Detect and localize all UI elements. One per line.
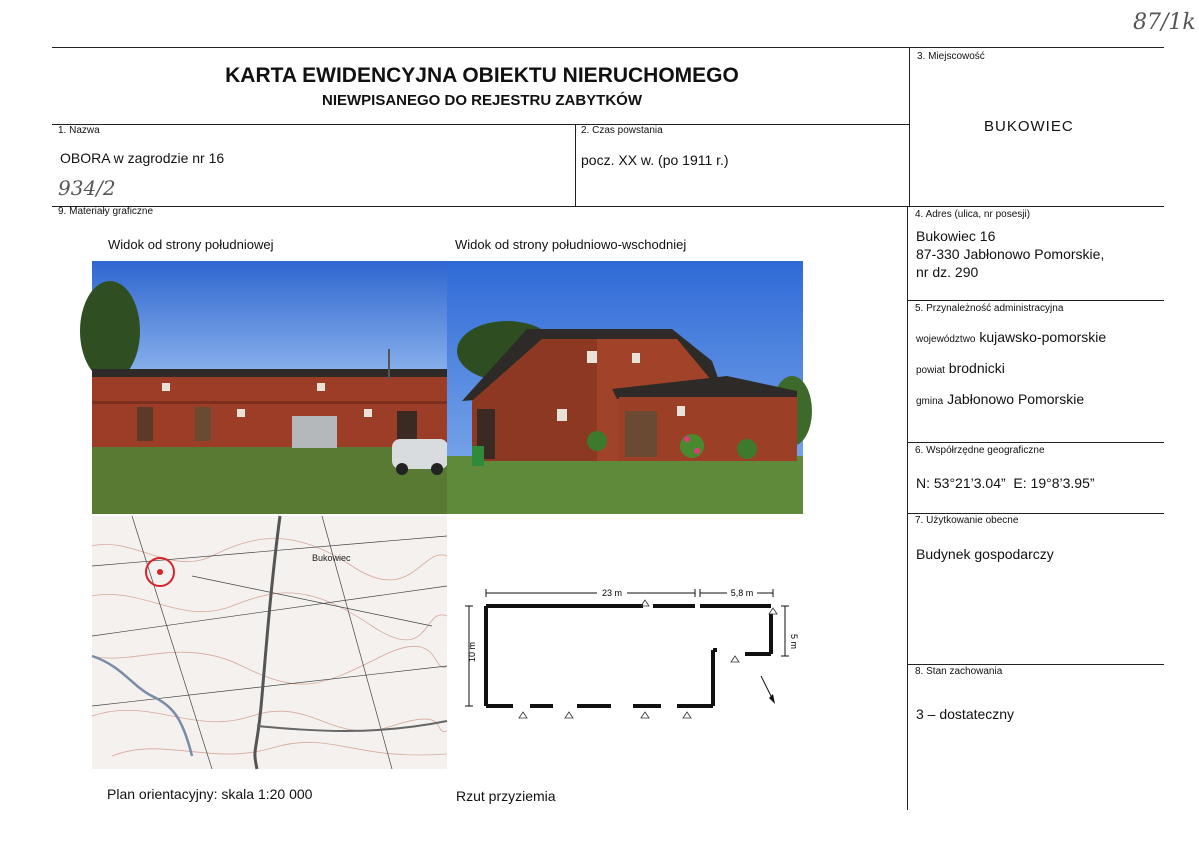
barn-south-illustration — [92, 261, 447, 514]
powiat-prefix: powiat — [916, 365, 945, 376]
wspolrzedne-value: N: 53°21’3.04” E: 19°8’3.95” — [916, 475, 1095, 491]
powiat-row — [916, 360, 1005, 376]
plan-dim-length: 23 m — [601, 588, 623, 598]
adres-label: 4. Adres (ulica, nr posesji) — [915, 209, 1031, 220]
wspolrzedne-label: 6. Współrzędne geograficzne — [915, 445, 1045, 456]
czas-value: pocz. XX w. (po 1911 r.) — [581, 152, 729, 168]
orientation-map — [92, 516, 447, 769]
adres-line1: Bukowiec 16 — [916, 228, 996, 244]
plan-dim-width: 10 m — [467, 641, 477, 662]
frame-right-divider-lower — [907, 207, 908, 810]
miejscowosc-label: 3. Miejscowość — [917, 51, 985, 62]
plan-dim-wing: 5,8 m — [730, 588, 754, 598]
powiat-value: brodnicki — [948, 360, 1005, 376]
map-place-label: Bukowiec — [312, 553, 351, 563]
uzytkowanie-value: Budynek gospodarczy — [916, 546, 1054, 562]
stan-value: 3 – dostateczny — [916, 706, 1015, 722]
gmina-prefix: gmina — [916, 396, 944, 407]
floor-plan — [455, 578, 799, 718]
divider-8 — [908, 664, 1164, 665]
divider-7 — [908, 513, 1164, 514]
barn-southeast-illustration — [447, 261, 803, 514]
wojewodztwo-row — [916, 329, 1106, 345]
photo-southeast-view — [447, 261, 803, 514]
adres-line3: nr dz. 290 — [916, 264, 979, 280]
caption-southeast: Widok od strony południowo-wschodniej — [455, 237, 687, 252]
photo-south-view — [92, 261, 447, 514]
caption-plan: Rzut przyziemia — [456, 788, 556, 804]
przynaleznosc-label: 5. Przynależność administracyjna — [915, 303, 1064, 314]
caption-south: Widok od strony południowej — [108, 237, 274, 252]
materialy-label: 9. Materiały graficzne — [58, 206, 154, 217]
gmina-value: Jabłonowo Pomorskie — [947, 391, 1085, 407]
nazwa-label: 1. Nazwa — [58, 125, 100, 136]
wojewodztwo-value: kujawsko-pomorskie — [979, 329, 1107, 345]
plan-dim-wing-depth: 5 m — [789, 634, 799, 650]
nazwa-value: OBORA w zagrodzie nr 16 — [60, 150, 225, 166]
handwritten-number: 87/1k — [1133, 10, 1196, 35]
header-divider — [52, 124, 910, 125]
czas-label: 2. Czas powstania — [581, 125, 663, 136]
north-arrow-icon — [769, 694, 775, 704]
divider-5 — [908, 300, 1164, 301]
miejscowosc-value: BUKOWIEC — [984, 118, 1074, 135]
adres-line2: 87-330 Jabłonowo Pomorskie, — [916, 246, 1105, 262]
wojewodztwo-prefix: województwo — [916, 334, 976, 345]
nazwa-handwritten: 934/2 — [58, 176, 116, 200]
caption-map: Plan orientacyjny: skala 1:20 000 — [107, 786, 313, 802]
topographic-map-illustration — [92, 516, 447, 769]
gmina-row — [916, 391, 1084, 407]
frame-top — [52, 47, 1164, 48]
nazwa-divider — [575, 124, 576, 207]
floor-plan-drawing — [455, 578, 799, 718]
stan-label: 8. Stan zachowania — [915, 666, 1003, 677]
divider-6 — [908, 442, 1164, 443]
page-title: KARTA EWIDENCYJNA OBIEKTU NIERUCHOMEGO — [225, 64, 739, 87]
page-subtitle: NIEWPISANEGO DO REJESTRU ZABYTKÓW — [321, 92, 643, 109]
uzytkowanie-label: 7. Użytkowanie obecne — [915, 515, 1019, 526]
materials-divider — [52, 206, 1164, 207]
